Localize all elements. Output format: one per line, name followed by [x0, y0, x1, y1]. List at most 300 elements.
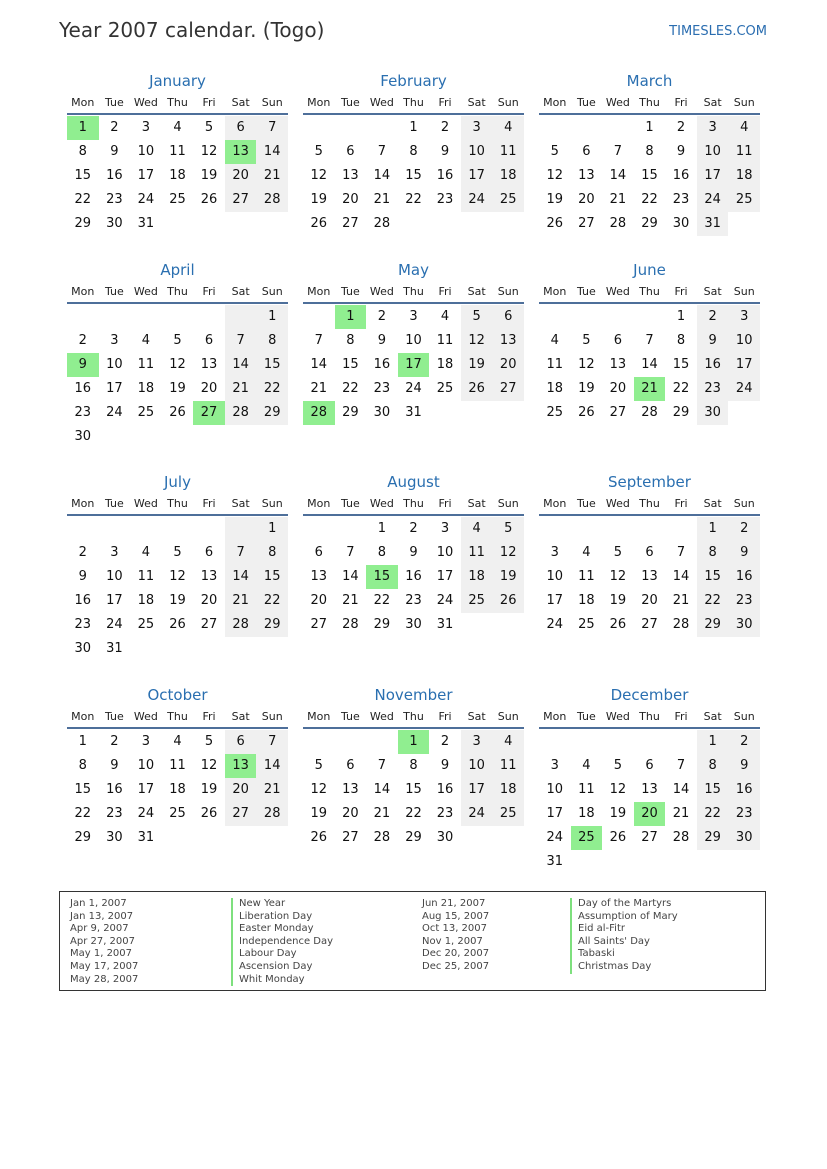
weekday-label: Thu: [639, 710, 660, 723]
day-cell: 21: [256, 164, 288, 188]
day-cell: 10: [697, 140, 729, 164]
day-cell: 11: [169, 758, 186, 773]
day-cell: 16: [436, 168, 454, 183]
weekday-label: Sun: [497, 285, 519, 298]
weekday-label: Mon: [543, 96, 567, 109]
day-cell: 3: [141, 734, 151, 749]
legend-holiday-date: May 17, 2007: [70, 960, 139, 972]
day-cell: 21: [609, 192, 627, 207]
day-cell: 8: [409, 144, 418, 159]
weekday-label: Sun: [497, 497, 519, 510]
weekday-label: Thu: [167, 497, 188, 510]
day-cell: 19: [310, 192, 328, 207]
day-cell: 14: [641, 357, 658, 372]
day-cell: 8: [377, 545, 387, 560]
day-cell: 25: [169, 192, 186, 207]
day-cell: 19: [492, 565, 524, 589]
day-cell: 7: [676, 758, 686, 773]
day-cell: 21: [373, 806, 391, 821]
day-cell: 15: [672, 357, 690, 372]
day-cell: 25: [546, 405, 564, 420]
day-cell: 12: [578, 357, 595, 372]
day-cell: 14: [225, 353, 257, 377]
day-cell: 5: [204, 120, 214, 135]
day-cell: 10: [106, 569, 123, 584]
day-cell: 11: [492, 140, 524, 164]
header-rule: [539, 113, 760, 115]
weekday-header: [303, 285, 524, 303]
day-cell: 10: [546, 782, 564, 797]
day-cell: 2: [377, 309, 387, 324]
day-cell: 27: [342, 830, 359, 845]
legend-holiday-name: Easter Monday: [231, 923, 333, 936]
day-cell: 29: [342, 405, 359, 420]
month-name: September: [608, 473, 691, 491]
day-cell: 3: [550, 545, 559, 560]
day-cell: 20: [200, 381, 218, 396]
day-cell: 24: [728, 377, 760, 401]
header-rule: [539, 727, 760, 729]
day-cell: 9: [110, 144, 119, 159]
day-cell: 14: [609, 168, 627, 183]
day-cell: 14: [342, 569, 359, 584]
day-cell: 7: [613, 144, 623, 159]
day-cell: 17: [461, 164, 493, 188]
day-cell: 5: [582, 333, 591, 348]
weekday-label: Tue: [104, 497, 124, 510]
day-cell: 6: [225, 116, 257, 140]
day-cell: 1: [256, 305, 288, 329]
day-cell: 25: [436, 381, 454, 396]
day-cell: 15: [256, 565, 288, 589]
weekday-label: Fri: [438, 710, 452, 723]
day-cell: 8: [697, 754, 729, 778]
day-cell: 17: [137, 168, 155, 183]
day-cell: 17: [546, 593, 564, 608]
weekday-label: Fri: [202, 285, 216, 298]
header-rule: [303, 113, 524, 115]
day-cell: 27: [609, 405, 627, 420]
month-name: October: [147, 686, 208, 704]
day-cell: 7: [346, 545, 355, 560]
weekday-label: Fri: [674, 710, 688, 723]
day-cell: 8: [346, 333, 355, 348]
legend-holiday-date: Aug 15, 2007: [422, 910, 490, 922]
day-cell: 19: [169, 593, 186, 608]
day-cell: 7: [676, 545, 686, 560]
day-cell: 1: [409, 120, 418, 135]
day-cell: 8: [645, 144, 654, 159]
day-cell: 3: [440, 521, 450, 536]
day-cell: 22: [373, 593, 391, 608]
day-cell: 14: [310, 357, 328, 372]
day-cell: 23: [106, 192, 123, 207]
day-cell: 30: [672, 216, 690, 231]
legend-holiday-name: Christmas Day: [570, 961, 678, 974]
month-name: July: [164, 473, 191, 491]
day-cell: 14: [373, 168, 391, 183]
day-cell: 13: [310, 569, 328, 584]
legend-holiday-date: Nov 1, 2007: [422, 935, 483, 947]
weekday-label: Sun: [261, 497, 283, 510]
holiday-day: 1: [335, 305, 367, 329]
day-cell: 27: [578, 216, 595, 231]
weekday-label: Thu: [403, 96, 424, 109]
day-cell: 6: [204, 545, 214, 560]
weekday-label: Fri: [438, 285, 452, 298]
holiday-day: 21: [634, 377, 666, 401]
weekday-label: Sat: [703, 285, 722, 298]
day-cell: 4: [492, 730, 524, 754]
day-cell: 25: [728, 188, 760, 212]
day-cell: 21: [672, 593, 690, 608]
day-cell: 7: [377, 758, 387, 773]
legend-holiday-date: Oct 13, 2007: [422, 923, 487, 935]
day-cell: 26: [578, 405, 595, 420]
day-cell: 6: [204, 333, 214, 348]
day-cell: 28: [342, 617, 359, 632]
day-cell: 31: [697, 212, 729, 236]
day-cell: 3: [461, 730, 493, 754]
day-cell: 9: [78, 569, 87, 584]
day-cell: 8: [697, 541, 729, 565]
day-cell: 9: [377, 333, 387, 348]
day-cell: 5: [492, 517, 524, 541]
day-cell: 3: [141, 120, 151, 135]
day-cell: 14: [373, 782, 391, 797]
month-name: May: [397, 261, 429, 279]
day-cell: 23: [405, 593, 422, 608]
day-cell: 6: [492, 305, 524, 329]
weekend-blank: [225, 305, 257, 329]
day-cell: 20: [578, 192, 595, 207]
day-cell: 8: [409, 758, 418, 773]
day-cell: 6: [314, 545, 323, 560]
day-cell: 4: [141, 333, 151, 348]
weekday-label: Wed: [369, 710, 394, 723]
day-cell: 21: [672, 806, 690, 821]
weekday-label: Wed: [369, 497, 394, 510]
weekday-header: [539, 285, 760, 303]
weekday-label: Thu: [403, 710, 424, 723]
brand-link[interactable]: TIMESLES.COM: [669, 24, 767, 39]
day-cell: 1: [256, 517, 288, 541]
weekday-label: Mon: [71, 710, 95, 723]
day-cell: 18: [492, 164, 524, 188]
day-cell: 18: [461, 565, 493, 589]
weekday-label: Wed: [605, 285, 630, 298]
day-cell: 29: [405, 830, 422, 845]
day-cell: 19: [310, 806, 328, 821]
header-rule: [539, 302, 760, 304]
day-cell: 30: [405, 617, 422, 632]
day-cell: 30: [106, 216, 123, 231]
day-cell: 26: [200, 806, 218, 821]
day-cell: 11: [578, 569, 595, 584]
weekday-header: [303, 497, 524, 515]
weekday-label: Sun: [261, 285, 283, 298]
day-cell: 22: [256, 377, 288, 401]
legend-holiday-date: Dec 20, 2007: [422, 948, 490, 960]
day-cell: 25: [492, 188, 524, 212]
weekday-header: [303, 96, 524, 114]
day-cell: 31: [137, 830, 155, 845]
day-cell: 26: [169, 617, 186, 632]
day-cell: 4: [141, 545, 151, 560]
day-cell: 12: [310, 782, 328, 797]
day-cell: 26: [310, 216, 328, 231]
day-cell: 26: [169, 405, 186, 420]
day-cell: 24: [106, 617, 123, 632]
day-cell: 2: [78, 545, 87, 560]
legend-holiday-date: May 1, 2007: [70, 948, 133, 960]
weekday-label: Sun: [497, 710, 519, 723]
day-cell: 27: [492, 377, 524, 401]
day-cell: 28: [225, 613, 257, 637]
legend-holiday-name: Liberation Day: [231, 911, 333, 924]
day-cell: 28: [672, 830, 690, 845]
day-cell: 1: [377, 521, 387, 536]
day-cell: 2: [697, 305, 729, 329]
day-cell: 20: [200, 593, 218, 608]
day-cell: 2: [676, 120, 686, 135]
day-cell: 24: [461, 802, 493, 826]
day-cell: 19: [578, 381, 595, 396]
day-cell: 28: [672, 617, 690, 632]
day-cell: 7: [225, 541, 257, 565]
day-cell: 30: [373, 405, 391, 420]
legend-holiday-date: Apr 9, 2007: [70, 923, 129, 935]
day-cell: 22: [342, 381, 359, 396]
weekday-label: Tue: [576, 497, 596, 510]
day-cell: 19: [200, 168, 218, 183]
day-cell: 25: [137, 617, 155, 632]
day-cell: 10: [137, 144, 155, 159]
day-cell: 29: [256, 613, 288, 637]
day-cell: 2: [78, 333, 87, 348]
day-cell: 19: [461, 353, 493, 377]
day-cell: 11: [546, 357, 564, 372]
day-cell: 7: [645, 333, 654, 348]
day-cell: 20: [492, 353, 524, 377]
weekday-label: Sat: [467, 710, 486, 723]
day-cell: 8: [78, 758, 87, 773]
day-cell: 6: [346, 144, 355, 159]
weekday-header: [67, 710, 288, 728]
day-cell: 16: [405, 569, 422, 584]
day-cell: 18: [578, 806, 595, 821]
day-cell: 13: [578, 168, 595, 183]
day-cell: 22: [697, 589, 729, 613]
day-cell: 28: [373, 216, 391, 231]
day-cell: 1: [697, 730, 729, 754]
weekday-label: Tue: [576, 285, 596, 298]
day-cell: 3: [697, 116, 729, 140]
day-cell: 23: [74, 405, 92, 420]
day-cell: 30: [106, 830, 123, 845]
day-cell: 29: [697, 826, 729, 850]
weekday-label: Mon: [543, 285, 567, 298]
day-cell: 16: [697, 353, 729, 377]
day-cell: 9: [676, 144, 686, 159]
header-rule: [67, 514, 288, 516]
day-cell: 9: [110, 758, 119, 773]
day-cell: 27: [225, 188, 257, 212]
day-cell: 10: [461, 140, 493, 164]
day-cell: 12: [200, 758, 218, 773]
weekday-label: Tue: [104, 710, 124, 723]
weekday-label: Tue: [340, 285, 360, 298]
day-cell: 21: [225, 589, 257, 613]
day-cell: 30: [74, 429, 92, 444]
day-cell: 18: [728, 164, 760, 188]
day-cell: 17: [697, 164, 729, 188]
weekday-label: Mon: [307, 285, 331, 298]
month-name: December: [610, 686, 689, 704]
day-cell: 22: [74, 192, 92, 207]
day-cell: 20: [609, 381, 627, 396]
day-cell: 16: [74, 593, 92, 608]
day-cell: 1: [676, 309, 686, 324]
day-cell: 16: [74, 381, 92, 396]
day-cell: 27: [342, 216, 359, 231]
day-cell: 29: [74, 830, 92, 845]
holiday-legend: [59, 891, 766, 991]
day-cell: 6: [613, 333, 623, 348]
weekday-label: Sun: [733, 710, 755, 723]
weekday-label: Tue: [340, 96, 360, 109]
day-cell: 19: [169, 381, 186, 396]
legend-holiday-date: Jan 13, 2007: [70, 910, 134, 922]
weekday-label: Sat: [703, 497, 722, 510]
weekday-header: [539, 710, 760, 728]
day-cell: 11: [728, 140, 760, 164]
weekday-label: Sun: [497, 96, 519, 109]
day-cell: 11: [461, 541, 493, 565]
weekday-label: Mon: [543, 497, 567, 510]
weekday-label: Wed: [133, 96, 158, 109]
weekday-header: [67, 497, 288, 515]
day-cell: 7: [377, 144, 387, 159]
day-cell: 2: [440, 120, 450, 135]
day-cell: 2: [409, 521, 418, 536]
day-cell: 23: [728, 589, 760, 613]
weekday-label: Thu: [639, 285, 660, 298]
legend-holiday-name: Ascension Day: [231, 961, 333, 974]
day-cell: 22: [405, 806, 422, 821]
weekday-label: Mon: [307, 710, 331, 723]
day-cell: 13: [641, 569, 658, 584]
day-cell: 15: [405, 168, 422, 183]
day-cell: 9: [728, 541, 760, 565]
weekday-label: Thu: [639, 96, 660, 109]
weekday-label: Sat: [703, 710, 722, 723]
weekday-label: Thu: [403, 497, 424, 510]
day-cell: 30: [728, 613, 760, 637]
day-cell: 12: [492, 541, 524, 565]
day-cell: 30: [728, 826, 760, 850]
day-cell: 13: [200, 357, 218, 372]
day-cell: 2: [728, 730, 760, 754]
legend-holiday-name: Independence Day: [231, 936, 333, 949]
day-cell: 5: [613, 758, 623, 773]
day-cell: 12: [200, 144, 218, 159]
day-cell: 15: [74, 168, 92, 183]
day-cell: 24: [546, 830, 564, 845]
day-cell: 10: [546, 569, 564, 584]
day-cell: 9: [728, 754, 760, 778]
day-cell: 21: [256, 778, 288, 802]
day-cell: 27: [310, 617, 328, 632]
weekday-label: Fri: [202, 710, 216, 723]
day-cell: 16: [672, 168, 690, 183]
day-cell: 10: [461, 754, 493, 778]
day-cell: 26: [609, 617, 627, 632]
day-cell: 15: [256, 353, 288, 377]
day-cell: 29: [672, 405, 690, 420]
day-cell: 24: [461, 188, 493, 212]
day-cell: 2: [728, 517, 760, 541]
day-cell: 15: [697, 565, 729, 589]
day-cell: 23: [373, 381, 391, 396]
month-name: August: [387, 473, 440, 491]
day-cell: 26: [461, 377, 493, 401]
day-cell: 7: [225, 329, 257, 353]
weekday-label: Wed: [369, 96, 394, 109]
day-cell: 24: [546, 617, 564, 632]
day-cell: 18: [436, 357, 454, 372]
day-cell: 15: [641, 168, 658, 183]
weekday-label: Wed: [369, 285, 394, 298]
day-cell: 20: [225, 164, 257, 188]
day-cell: 26: [200, 192, 218, 207]
day-cell: 23: [436, 806, 454, 821]
holiday-day: 1: [398, 730, 430, 754]
weekday-label: Mon: [71, 96, 95, 109]
weekday-header: [539, 497, 760, 515]
day-cell: 20: [225, 778, 257, 802]
day-cell: 7: [256, 730, 288, 754]
weekday-label: Thu: [167, 96, 188, 109]
day-cell: 18: [546, 381, 564, 396]
legend-right-dates: [422, 898, 489, 974]
day-cell: 14: [256, 754, 288, 778]
day-cell: 12: [609, 569, 627, 584]
day-cell: 13: [342, 168, 359, 183]
day-cell: 13: [200, 569, 218, 584]
day-cell: 14: [256, 140, 288, 164]
day-cell: 12: [461, 329, 493, 353]
day-cell: 27: [641, 830, 658, 845]
holiday-day: 13: [225, 754, 257, 778]
day-cell: 9: [440, 758, 450, 773]
weekday-header: [539, 96, 760, 114]
day-cell: 11: [137, 569, 155, 584]
day-cell: 22: [405, 192, 422, 207]
day-cell: 25: [461, 589, 493, 613]
day-cell: 16: [106, 168, 123, 183]
day-cell: 17: [106, 381, 123, 396]
day-cell: 6: [645, 545, 654, 560]
day-cell: 17: [546, 806, 564, 821]
day-cell: 12: [310, 168, 328, 183]
weekday-label: Thu: [639, 497, 660, 510]
day-cell: 8: [256, 541, 288, 565]
day-cell: 23: [74, 617, 92, 632]
day-cell: 13: [609, 357, 627, 372]
weekday-header: [303, 710, 524, 728]
weekday-label: Tue: [104, 285, 124, 298]
